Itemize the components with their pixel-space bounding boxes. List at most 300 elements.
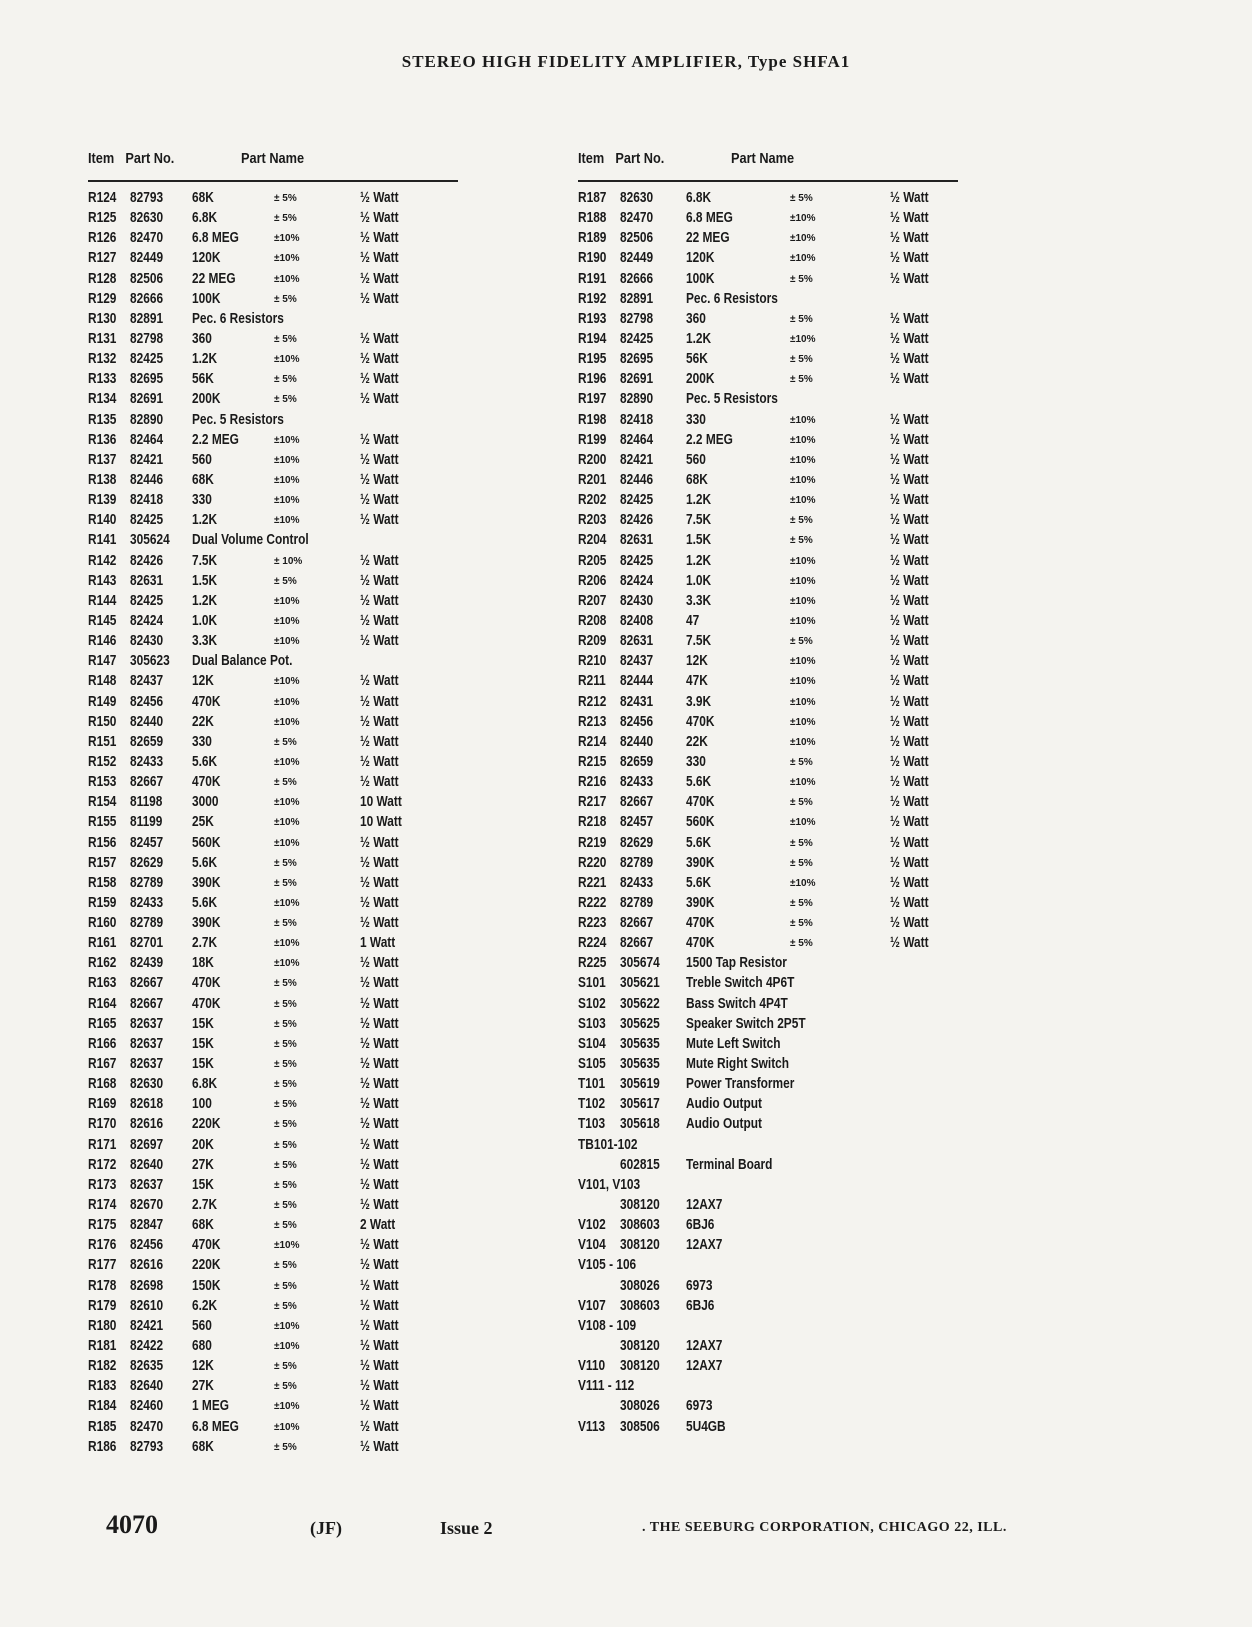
table-row bbox=[578, 1237, 958, 1257]
item-number: R215 bbox=[578, 753, 607, 770]
part-number: 82691 bbox=[620, 371, 654, 388]
table-row bbox=[578, 573, 958, 593]
wattage: ½ Watt bbox=[890, 592, 929, 609]
item-number: R189 bbox=[578, 230, 607, 247]
part-number: 305621 bbox=[620, 975, 660, 992]
table-row bbox=[578, 1096, 958, 1116]
wattage: ½ Watt bbox=[890, 653, 929, 670]
table-row bbox=[578, 512, 958, 532]
item-number: R169 bbox=[88, 1096, 117, 1113]
part-name: 47 bbox=[686, 612, 700, 629]
part-name: 12AX7 bbox=[686, 1358, 723, 1375]
wattage: ½ Watt bbox=[360, 1035, 399, 1052]
part-number: 82667 bbox=[130, 995, 164, 1012]
part-name: 22 MEG bbox=[192, 270, 236, 287]
part-name: 2.2 MEG bbox=[192, 431, 239, 448]
tolerance: ±10% bbox=[274, 837, 300, 849]
table-row bbox=[88, 351, 458, 371]
wattage: ½ Watt bbox=[890, 190, 929, 206]
item-number: R220 bbox=[578, 854, 607, 871]
part-number: 82691 bbox=[130, 391, 164, 408]
part-number: 308603 bbox=[620, 1297, 660, 1314]
tolerance: ±10% bbox=[274, 958, 300, 970]
item-number: R166 bbox=[88, 1035, 117, 1052]
part-name: 15K bbox=[192, 1176, 214, 1193]
tolerance: ±10% bbox=[790, 333, 816, 345]
item-number: R148 bbox=[88, 673, 117, 690]
table-row bbox=[578, 754, 958, 774]
item-number: R137 bbox=[88, 451, 117, 468]
table-row bbox=[88, 573, 458, 593]
part-number: 82631 bbox=[620, 532, 654, 549]
part-name: 5.6K bbox=[686, 874, 712, 891]
tolerance: ± 5% bbox=[790, 918, 813, 930]
item-number: R216 bbox=[578, 774, 607, 791]
wattage: ½ Watt bbox=[360, 673, 399, 690]
table-row bbox=[578, 1378, 958, 1398]
item-number: R212 bbox=[578, 693, 607, 710]
table-row bbox=[88, 1137, 458, 1157]
item-number: R150 bbox=[88, 713, 117, 730]
table-row bbox=[578, 250, 958, 270]
wattage: ½ Watt bbox=[890, 552, 929, 569]
table-row bbox=[88, 1016, 458, 1036]
table-row bbox=[578, 553, 958, 573]
header-part-name: Part Name bbox=[241, 150, 305, 167]
item-number: S102 bbox=[578, 995, 606, 1012]
item-number: R161 bbox=[88, 935, 117, 952]
part-number: 82789 bbox=[130, 874, 164, 891]
tolerance: ± 5% bbox=[790, 797, 813, 809]
part-number: 82421 bbox=[130, 451, 164, 468]
tolerance: ± 5% bbox=[790, 837, 813, 849]
tolerance: ± 5% bbox=[790, 636, 813, 648]
part-name: 15K bbox=[192, 1035, 214, 1052]
part-name: 5.6K bbox=[686, 774, 712, 791]
part-number: 305619 bbox=[620, 1076, 660, 1093]
item-number: R174 bbox=[88, 1197, 117, 1214]
tolerance: ±10% bbox=[790, 414, 816, 426]
part-number: 305635 bbox=[620, 1035, 660, 1052]
table-row bbox=[578, 1358, 958, 1378]
part-name: 56K bbox=[686, 351, 708, 368]
wattage: ½ Watt bbox=[890, 633, 929, 650]
wattage: ½ Watt bbox=[890, 371, 929, 388]
item-number: R133 bbox=[88, 371, 117, 388]
part-number: 82464 bbox=[620, 431, 654, 448]
part-name: 360 bbox=[686, 310, 706, 327]
item-number: R135 bbox=[88, 411, 117, 428]
table-row bbox=[88, 1278, 458, 1298]
tolerance: ± 5% bbox=[274, 1200, 297, 1212]
table-row bbox=[578, 351, 958, 371]
tolerance: ±10% bbox=[790, 777, 816, 789]
tolerance: ± 5% bbox=[274, 333, 297, 345]
tolerance: ±10% bbox=[790, 817, 816, 829]
part-name: 470K bbox=[192, 693, 221, 710]
footer-number: 4070 bbox=[106, 1510, 158, 1539]
table-row bbox=[578, 1036, 958, 1056]
part-number: 82659 bbox=[620, 753, 654, 770]
table-row bbox=[578, 391, 958, 411]
left-parts-column bbox=[88, 150, 458, 1459]
table-row bbox=[578, 794, 958, 814]
wattage: ½ Watt bbox=[360, 391, 399, 408]
item-number: R141 bbox=[88, 532, 117, 549]
part-number: 82425 bbox=[130, 351, 164, 368]
wattage: 1 Watt bbox=[360, 935, 396, 952]
tolerance: ±10% bbox=[274, 273, 300, 285]
item-number: R128 bbox=[88, 270, 117, 287]
table-row bbox=[88, 291, 458, 311]
tolerance: ±10% bbox=[274, 595, 300, 607]
item-number: S105 bbox=[578, 1056, 606, 1073]
part-number: 305618 bbox=[620, 1116, 660, 1133]
part-name: 2.7K bbox=[192, 1197, 218, 1214]
item-number: R164 bbox=[88, 995, 117, 1012]
item-number: R124 bbox=[88, 190, 117, 206]
part-name: 7.5K bbox=[686, 512, 712, 529]
item-number: R170 bbox=[88, 1116, 117, 1133]
footer-code: (JF) bbox=[310, 1518, 342, 1538]
wattage: ½ Watt bbox=[890, 270, 929, 287]
table-row bbox=[578, 593, 958, 613]
table-row bbox=[578, 734, 958, 754]
wattage: ½ Watt bbox=[360, 894, 399, 911]
part-number: 82449 bbox=[620, 250, 654, 267]
left-parts-list bbox=[88, 190, 458, 1459]
item-number: R207 bbox=[578, 592, 607, 609]
part-name: Pec. 6 Resistors bbox=[192, 310, 284, 327]
part-name: 1.2K bbox=[686, 330, 712, 347]
part-number: 82667 bbox=[130, 774, 164, 791]
tolerance: ± 5% bbox=[274, 857, 297, 869]
table-row bbox=[88, 895, 458, 915]
table-row bbox=[88, 412, 458, 432]
wattage: ½ Watt bbox=[890, 310, 929, 327]
part-name: 6.8 MEG bbox=[192, 1418, 239, 1435]
item-number: R191 bbox=[578, 270, 607, 287]
part-number: 82637 bbox=[130, 1176, 164, 1193]
part-number: 82789 bbox=[620, 894, 654, 911]
header-item: Item bbox=[88, 150, 115, 167]
part-name: 100 bbox=[192, 1096, 212, 1113]
part-number: 82695 bbox=[130, 371, 164, 388]
part-number: 82793 bbox=[130, 190, 164, 206]
part-number: 82464 bbox=[130, 431, 164, 448]
part-name: 3000 bbox=[192, 794, 219, 811]
item-number: S103 bbox=[578, 1015, 606, 1032]
wattage: ½ Watt bbox=[360, 1398, 399, 1415]
table-row bbox=[578, 230, 958, 250]
item-number: R210 bbox=[578, 653, 607, 670]
tolerance: ± 5% bbox=[274, 998, 297, 1010]
wattage: ½ Watt bbox=[360, 1297, 399, 1314]
table-row bbox=[578, 331, 958, 351]
table-row bbox=[578, 1076, 958, 1096]
tolerance: ±10% bbox=[790, 656, 816, 668]
table-row bbox=[88, 1318, 458, 1338]
wattage: ½ Watt bbox=[360, 1056, 399, 1073]
wattage: ½ Watt bbox=[360, 1378, 399, 1395]
table-row bbox=[88, 1257, 458, 1277]
part-name: 470K bbox=[686, 713, 715, 730]
item-number: R131 bbox=[88, 330, 117, 347]
table-row bbox=[578, 835, 958, 855]
item-number: R197 bbox=[578, 391, 607, 408]
wattage: ½ Watt bbox=[890, 330, 929, 347]
part-name: Pec. 5 Resistors bbox=[686, 391, 778, 408]
part-name: Pec. 6 Resistors bbox=[686, 290, 778, 307]
item-number: R155 bbox=[88, 814, 117, 831]
part-name: 15K bbox=[192, 1056, 214, 1073]
item-number: R140 bbox=[88, 512, 117, 529]
right-parts-list bbox=[578, 190, 958, 1439]
part-number: 82667 bbox=[620, 915, 654, 932]
right-parts-column bbox=[578, 150, 958, 1439]
table-row bbox=[88, 1116, 458, 1136]
page-title: STEREO HIGH FIDELITY AMPLIFIER, Type SHFA1 bbox=[401, 52, 851, 71]
part-name: 6BJ6 bbox=[686, 1297, 715, 1314]
part-number: 82698 bbox=[130, 1277, 164, 1294]
part-number: 82426 bbox=[620, 512, 654, 529]
part-number: 82618 bbox=[130, 1096, 164, 1113]
wattage: ½ Watt bbox=[360, 733, 399, 750]
part-name: 220K bbox=[192, 1257, 221, 1274]
table-row bbox=[578, 1338, 958, 1358]
tolerance: ±10% bbox=[274, 1401, 300, 1413]
table-row bbox=[578, 653, 958, 673]
table-row bbox=[578, 1298, 958, 1318]
table-row bbox=[88, 1177, 458, 1197]
part-number: 82667 bbox=[620, 935, 654, 952]
tolerance: ± 5% bbox=[790, 857, 813, 869]
header-rule bbox=[578, 180, 958, 182]
wattage: ½ Watt bbox=[360, 451, 399, 468]
table-row bbox=[578, 1217, 958, 1237]
item-number: V108 - 109 bbox=[578, 1317, 637, 1334]
part-name: 12K bbox=[686, 653, 708, 670]
wattage: ½ Watt bbox=[360, 1156, 399, 1173]
wattage: ½ Watt bbox=[890, 814, 929, 831]
item-number: S104 bbox=[578, 1035, 606, 1052]
part-number: 305674 bbox=[620, 955, 660, 972]
part-name: 20K bbox=[192, 1136, 214, 1153]
part-number: 308026 bbox=[620, 1398, 660, 1415]
table-row bbox=[578, 1318, 958, 1338]
item-number: R182 bbox=[88, 1358, 117, 1375]
wattage: ½ Watt bbox=[890, 894, 929, 911]
tolerance: ±10% bbox=[790, 213, 816, 225]
tolerance: ±10% bbox=[274, 354, 300, 366]
table-row bbox=[578, 472, 958, 492]
part-name: 2.7K bbox=[192, 935, 218, 952]
part-number: 82629 bbox=[620, 834, 654, 851]
item-number: T103 bbox=[578, 1116, 606, 1133]
wattage: ½ Watt bbox=[360, 1317, 399, 1334]
item-number: R139 bbox=[88, 492, 117, 509]
wattage: ½ Watt bbox=[360, 1197, 399, 1214]
wattage: ½ Watt bbox=[360, 1358, 399, 1375]
wattage: ½ Watt bbox=[890, 612, 929, 629]
part-name: 560 bbox=[686, 451, 706, 468]
table-row bbox=[88, 1338, 458, 1358]
wattage: ½ Watt bbox=[360, 210, 399, 227]
wattage: ½ Watt bbox=[360, 1438, 399, 1455]
tolerance: ± 5% bbox=[274, 1159, 297, 1171]
part-number: 82616 bbox=[130, 1116, 164, 1133]
wattage: ½ Watt bbox=[360, 1116, 399, 1133]
table-row bbox=[88, 230, 458, 250]
part-number: 82456 bbox=[130, 1237, 164, 1254]
part-number: 82425 bbox=[620, 492, 654, 509]
part-name: 6BJ6 bbox=[686, 1217, 715, 1234]
part-name: 27K bbox=[192, 1156, 214, 1173]
item-number: R132 bbox=[88, 351, 117, 368]
wattage: ½ Watt bbox=[890, 693, 929, 710]
table-row bbox=[88, 492, 458, 512]
table-row bbox=[88, 935, 458, 955]
header-item: Item bbox=[578, 150, 605, 167]
part-number: 81199 bbox=[130, 814, 163, 831]
header-part-name: Part Name bbox=[731, 150, 795, 167]
table-row bbox=[88, 955, 458, 975]
item-number: R186 bbox=[88, 1438, 117, 1455]
item-number: R198 bbox=[578, 411, 607, 428]
part-name: 56K bbox=[192, 371, 214, 388]
part-name: 22K bbox=[192, 713, 214, 730]
tolerance: ±10% bbox=[274, 1240, 300, 1252]
wattage: ½ Watt bbox=[360, 371, 399, 388]
tolerance: ± 5% bbox=[790, 273, 813, 285]
part-number: 82421 bbox=[620, 451, 654, 468]
part-name: 68K bbox=[192, 1217, 214, 1234]
tolerance: ±10% bbox=[274, 1320, 300, 1332]
table-row bbox=[88, 371, 458, 391]
part-name: 6.8K bbox=[192, 210, 218, 227]
part-name: 3.3K bbox=[686, 592, 712, 609]
part-name: 6973 bbox=[686, 1398, 713, 1415]
table-row bbox=[578, 371, 958, 391]
item-number: R175 bbox=[88, 1217, 117, 1234]
table-row bbox=[578, 432, 958, 452]
part-name: 1.2K bbox=[686, 492, 712, 509]
tolerance: ± 5% bbox=[274, 1260, 297, 1272]
table-row bbox=[578, 1197, 958, 1217]
tolerance: ±10% bbox=[790, 233, 816, 245]
wattage: ½ Watt bbox=[890, 572, 929, 589]
table-row bbox=[578, 271, 958, 291]
table-row bbox=[88, 593, 458, 613]
part-number: 81198 bbox=[130, 794, 163, 811]
item-number: R217 bbox=[578, 794, 607, 811]
item-number: R149 bbox=[88, 693, 117, 710]
part-number: 305625 bbox=[620, 1015, 660, 1032]
item-number: R165 bbox=[88, 1015, 117, 1032]
part-number: 82433 bbox=[130, 894, 164, 911]
tolerance: ±10% bbox=[274, 636, 300, 648]
part-number: 82667 bbox=[620, 794, 654, 811]
part-name: 12K bbox=[192, 673, 214, 690]
item-number: T101 bbox=[578, 1076, 606, 1093]
wattage: ½ Watt bbox=[890, 794, 929, 811]
table-row bbox=[88, 553, 458, 573]
wattage: ½ Watt bbox=[360, 552, 399, 569]
part-name: Dual Balance Pot. bbox=[192, 653, 293, 670]
item-number: R218 bbox=[578, 814, 607, 831]
part-number: 82460 bbox=[130, 1398, 164, 1415]
table-row bbox=[88, 532, 458, 552]
wattage: ½ Watt bbox=[360, 713, 399, 730]
item-number: R221 bbox=[578, 874, 607, 891]
item-number: R147 bbox=[88, 653, 117, 670]
part-number: 82433 bbox=[620, 774, 654, 791]
wattage: ½ Watt bbox=[360, 774, 399, 791]
tolerance: ±10% bbox=[790, 696, 816, 708]
part-number: 82670 bbox=[130, 1197, 164, 1214]
wattage: ½ Watt bbox=[360, 592, 399, 609]
item-number: V110 bbox=[578, 1358, 606, 1375]
part-name: 3.3K bbox=[192, 633, 218, 650]
part-name: 5.6K bbox=[192, 753, 218, 770]
part-number: 308026 bbox=[620, 1277, 660, 1294]
part-name: 27K bbox=[192, 1378, 214, 1395]
tolerance: ±10% bbox=[790, 595, 816, 607]
part-name: 1500 Tap Resistor bbox=[686, 955, 787, 972]
wattage: ½ Watt bbox=[890, 532, 929, 549]
part-name: 3.9K bbox=[686, 693, 712, 710]
tolerance: ± 5% bbox=[790, 354, 813, 366]
table-row bbox=[88, 754, 458, 774]
table-row bbox=[578, 311, 958, 331]
wattage: ½ Watt bbox=[360, 270, 399, 287]
part-number: 82891 bbox=[130, 310, 164, 327]
item-number: V102 bbox=[578, 1217, 606, 1234]
wattage: ½ Watt bbox=[360, 572, 399, 589]
item-number: R156 bbox=[88, 834, 117, 851]
wattage: ½ Watt bbox=[890, 431, 929, 448]
part-name: 390K bbox=[192, 874, 221, 891]
tolerance: ± 5% bbox=[790, 535, 813, 547]
part-name: 6973 bbox=[686, 1277, 713, 1294]
item-number: R145 bbox=[88, 612, 117, 629]
table-row bbox=[578, 774, 958, 794]
wattage: ½ Watt bbox=[890, 713, 929, 730]
part-name: 220K bbox=[192, 1116, 221, 1133]
tolerance: ± 5% bbox=[274, 1361, 297, 1373]
part-number: 82637 bbox=[130, 1015, 164, 1032]
tolerance: ±10% bbox=[790, 474, 816, 486]
tolerance: ± 5% bbox=[790, 193, 813, 204]
part-name: 25K bbox=[192, 814, 214, 831]
part-name: 22 MEG bbox=[686, 230, 730, 247]
wattage: ½ Watt bbox=[360, 330, 399, 347]
table-row bbox=[88, 814, 458, 834]
part-number: 82456 bbox=[620, 713, 654, 730]
table-row bbox=[88, 996, 458, 1016]
part-number: 82701 bbox=[130, 935, 164, 952]
wattage: ½ Watt bbox=[360, 753, 399, 770]
item-number: R202 bbox=[578, 492, 607, 509]
part-name: Bass Switch 4P4T bbox=[686, 995, 788, 1012]
item-number: R177 bbox=[88, 1257, 117, 1274]
part-number: 82431 bbox=[620, 693, 654, 710]
tolerance: ± 5% bbox=[274, 1099, 297, 1111]
table-row bbox=[88, 1237, 458, 1257]
part-name: 1.0K bbox=[686, 572, 712, 589]
item-number: R214 bbox=[578, 733, 607, 750]
part-name: 5U4GB bbox=[686, 1418, 726, 1435]
